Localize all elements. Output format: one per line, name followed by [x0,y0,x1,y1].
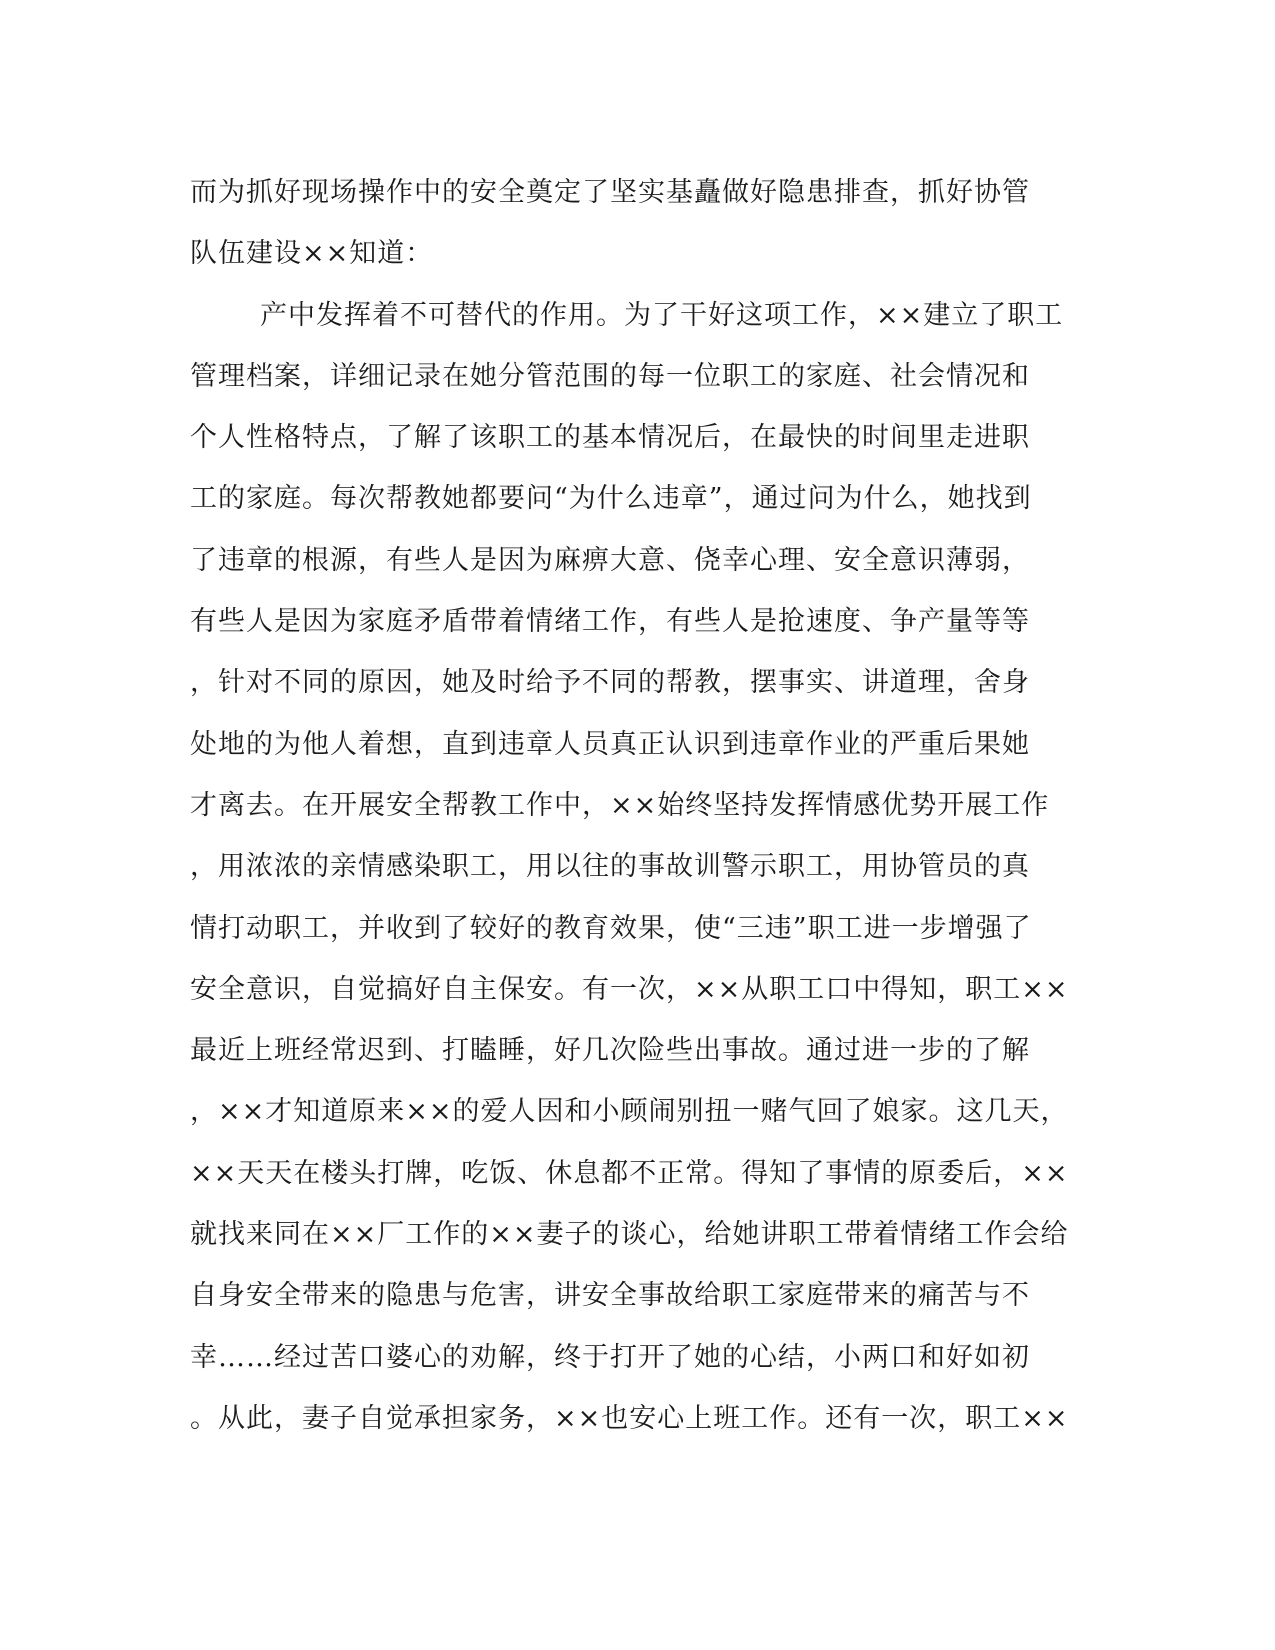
text-line: 了违章的根源，有些人是因为麻痹大意、侥幸心理、安全意识薄弱， [190,544,1030,576]
text-line: ××天天在楼头打牌，吃饭、休息都不正常。得知了事情的原委后，×× [190,1157,1069,1189]
text-line: ，用浓浓的亲情感染职工，用以往的事故训警示职工，用协管员的真 [190,851,1030,883]
text-line: 幸……经过苦口婆心的劝解，终于打开了她的心结，小两口和好如初 [190,1341,1030,1373]
body-text [190,162,1070,1449]
text-line: ，××才知道原来××的爱人因和小顾闹别扭一赌气回了娘家。这几天， [190,1096,1069,1128]
text-line: 队伍建设××知道： [190,238,434,270]
text-line: ，针对不同的原因，她及时给予不同的帮教，摆事实、讲道理，舍身 [190,667,1030,699]
text-line: 最近上班经常迟到、打瞌睡，好几次险些出事故。通过进一步的了解 [190,1035,1030,1067]
text-line: 管理档案，详细记录在她分管范围的每一位职工的家庭、社会情况和 [190,360,1030,392]
text-line: 。从此，妻子自觉承担家务，××也安心上班工作。还有一次，职工×× [190,1402,1069,1434]
text-line: 才离去。在开展安全帮教工作中，××始终坚持发挥情感优势开展工作 [190,789,1050,821]
text-line: 工的家庭。每次帮教她都要问“为什么违章”，通过问为什么，她找到 [190,483,1032,515]
text-line: 有些人是因为家庭矛盾带着情绪工作，有些人是抢速度、争产量等等 [190,606,1030,638]
text-line: 情打动职工，并收到了较好的教育效果，使“三违”职工进一步增强了 [190,912,1032,944]
paragraph-first-line: 产中发挥着不可替代的作用。为了干好这项工作，××建立了职工 [260,299,1064,331]
text-line: 自身安全带来的隐患与危害，讲安全事故给职工家庭带来的痛苦与不 [190,1280,1030,1312]
text-line: 个人性格特点，了解了该职工的基本情况后，在最快的时间里走进职 [190,422,1030,454]
text-line: 安全意识，自觉搞好自主保安。有一次，××从职工口中得知，职工×× [190,973,1069,1005]
text-line: 处地的为他人着想，直到违章人员真正认识到违章作业的严重后果她 [190,728,1030,760]
text-line: 而为抓好现场操作中的安全奠定了坚实基矗做好隐患排查，抓好协管 [190,177,1030,208]
text-line: 就找来同在××厂工作的××妻子的谈心，给她讲职工带着情绪工作会给 [190,1219,1069,1251]
